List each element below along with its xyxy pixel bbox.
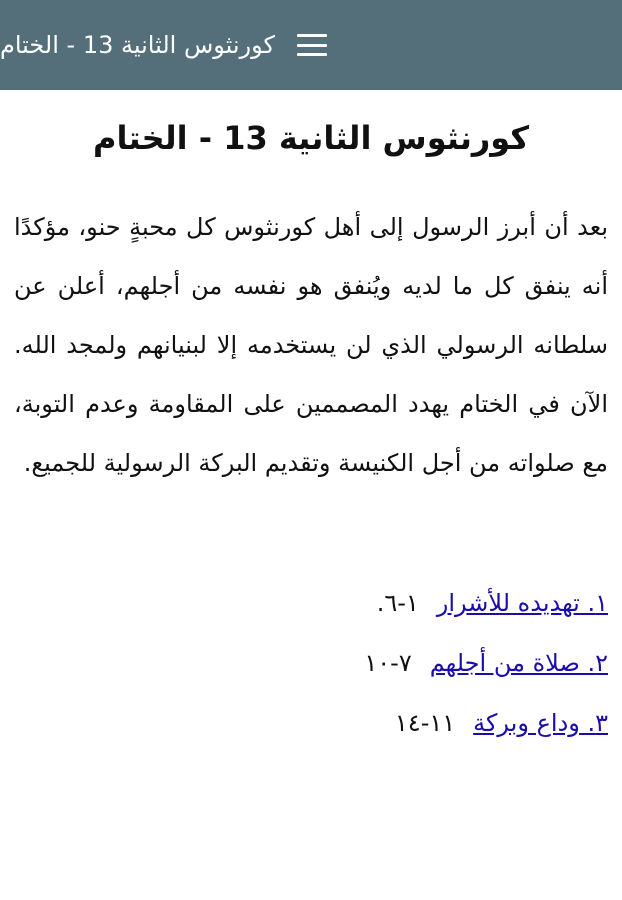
page-title: كورنثوس الثانية 13 - الختام [93,119,529,157]
toc-range-3: ١١-١٤ [394,709,456,737]
toc-range-1: ١-٦. [376,589,419,617]
toc-link-3[interactable]: ٣. وداع وبركة [473,709,608,737]
toc-range-2: ٧-١٠ [364,649,412,677]
main-content [0,90,622,769]
hamburger-menu-icon[interactable] [297,34,327,56]
appbar-title: كورنثوس الثانية 13 - الختام [0,31,275,59]
table-of-contents [14,573,608,753]
toc-item [14,633,608,693]
toc-item [14,693,608,753]
toc-link-1[interactable]: ١. تهديده للأشرار [436,589,608,617]
intro-paragraph: بعد أن أبرز الرسول إلى أهل كورنثوس كل محبةٍ حنو، مؤكدًا أنه ينفق كل ما لديه ويُنفق هو نفسه من أجلهم، أعلن عن سلطانه الرسولي الذي لن يستخدمه إلا لبنيانهم ولمجد الله. الآن في الختام يهدد المصممين على المقاومة وعدم التوبة، مع صلواته من أجل الكنيسة وتقديم البركة الرسولية للجميع. [14,213,608,477]
app-bar [0,0,622,90]
toc-link-2[interactable]: ٢. صلاة من أجلهم [429,649,608,677]
toc-item [14,573,608,633]
